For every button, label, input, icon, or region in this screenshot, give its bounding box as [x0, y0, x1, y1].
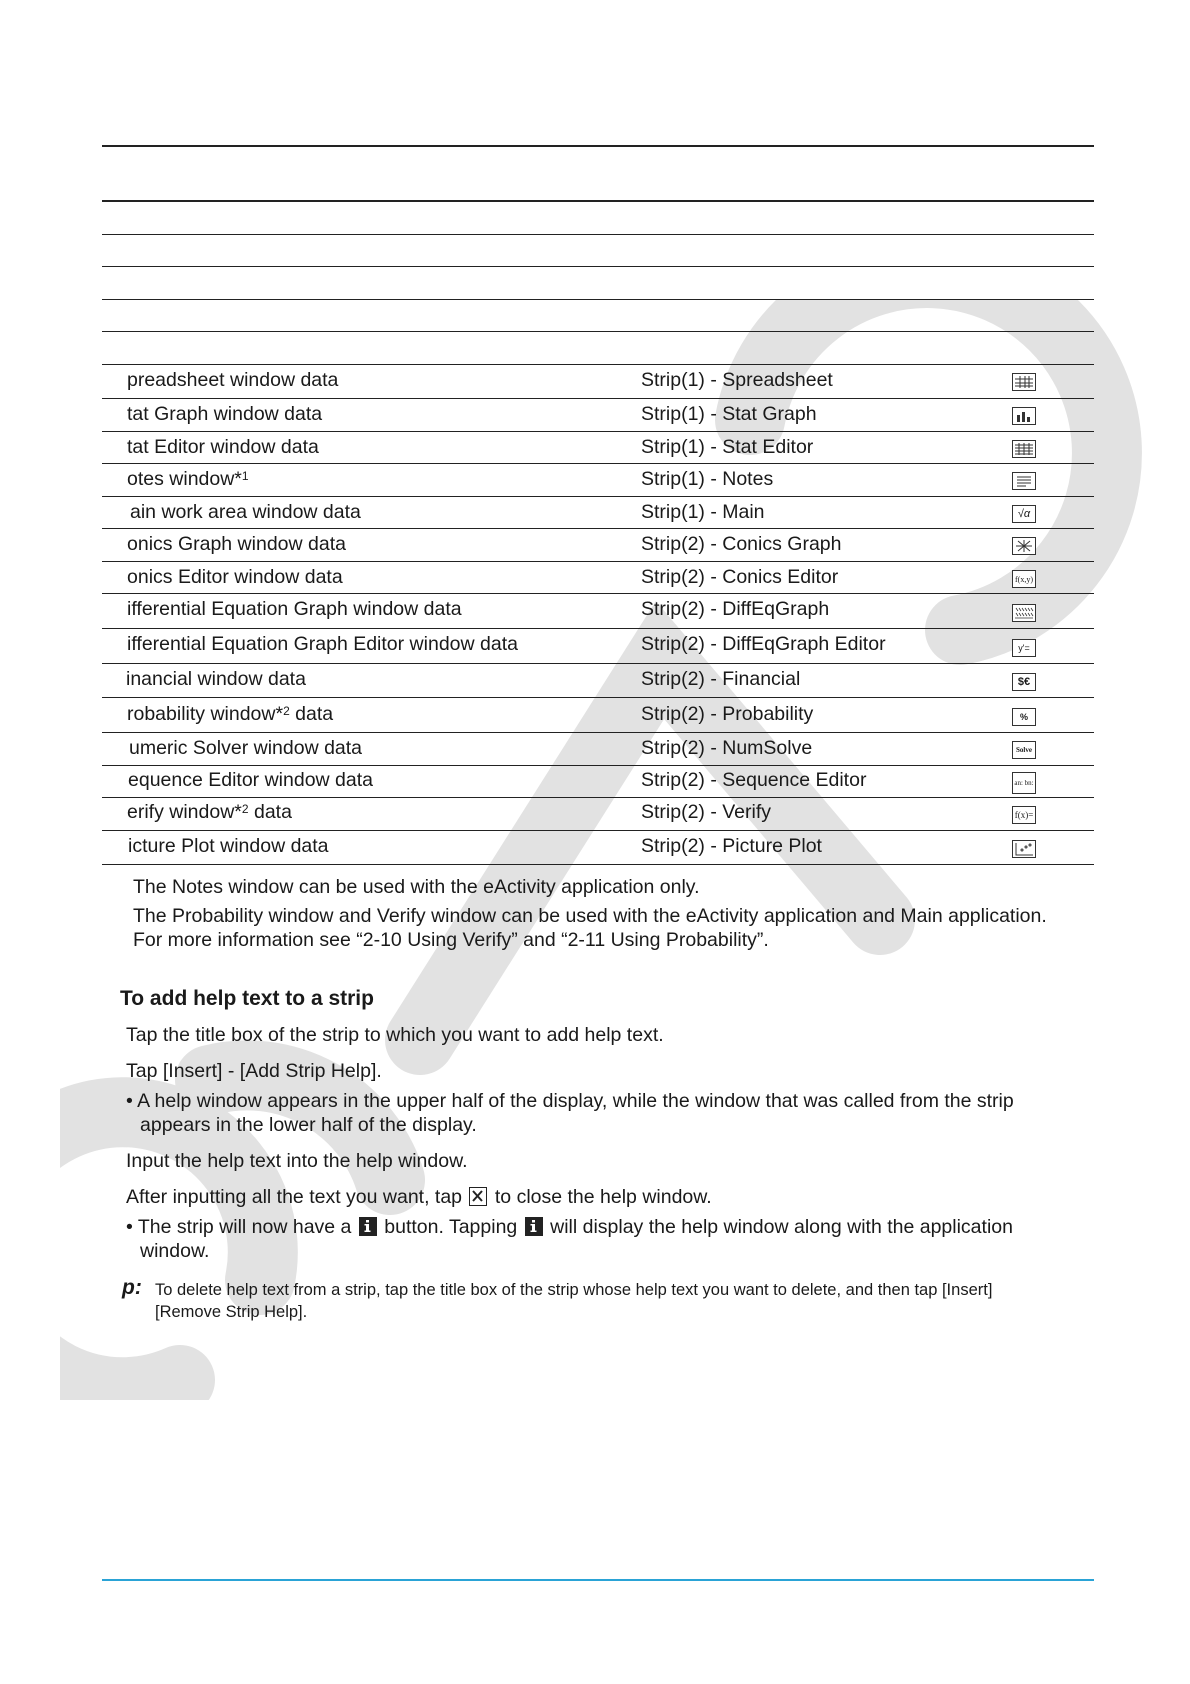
row-description: onics Graph window data	[127, 533, 346, 555]
table-rule	[102, 830, 1094, 831]
row-strip-name: Strip(2) - DiffEqGraph	[641, 598, 830, 620]
row-strip-name: Strip(1) - Stat Graph	[641, 403, 817, 425]
table-rule	[102, 364, 1094, 365]
table-rule	[102, 628, 1094, 629]
table-rule	[102, 593, 1094, 594]
tip-line2: [Remove Strip Help].	[155, 1303, 308, 1321]
row-description	[127, 801, 292, 823]
step-4	[126, 1185, 712, 1209]
table-rule	[102, 663, 1094, 664]
conics-editor-icon: f(x,y)	[1012, 570, 1036, 588]
row-strip-name: Strip(2) - Financial	[641, 668, 801, 690]
verify-icon: f(x)=	[1012, 806, 1036, 824]
bullet-2-line1	[126, 1215, 1013, 1239]
row-description: ifferential Equation Graph Editor window data	[127, 633, 518, 655]
table-rule	[102, 697, 1094, 698]
row-description-text: erify window*	[127, 801, 242, 823]
table-rule	[102, 431, 1094, 432]
row-description: ifferential Equation Graph window data	[127, 598, 462, 620]
table-rule	[102, 561, 1094, 562]
table-rule	[102, 765, 1094, 766]
probability-icon: %	[1012, 708, 1036, 726]
row-strip-name: Strip(1) - Main	[641, 501, 765, 523]
close-icon	[469, 1187, 487, 1206]
tip-line1: To delete help text from a strip, tap the title box of the strip whose help text you want to delete, and then tap [Insert]	[155, 1281, 993, 1299]
header-rule-top	[102, 145, 1094, 147]
step-4-text-a: After inputting all the text you want, tap	[126, 1186, 463, 1208]
stat-graph-icon	[1012, 407, 1036, 425]
notes-icon	[1012, 472, 1036, 490]
row-strip-name: Strip(1) - Notes	[641, 468, 774, 490]
row-strip-name: Strip(2) - Sequence Editor	[641, 769, 867, 791]
conics-graph-icon	[1012, 537, 1036, 555]
table-rule	[102, 528, 1094, 529]
row-description: tat Editor window data	[127, 436, 319, 458]
row-strip-name: Strip(2) - NumSolve	[641, 737, 813, 759]
stat-editor-icon	[1012, 440, 1036, 458]
step-4-text-b: to close the help window.	[494, 1186, 712, 1208]
footnote-2-line1: The Probability window and Verify window can be used with the eActivity application and Main application.	[133, 905, 1047, 927]
row-description: equence Editor window data	[128, 769, 373, 791]
row-strip-name: Strip(2) - Conics Editor	[641, 566, 839, 588]
tip-label: p:	[122, 1276, 142, 1299]
row-strip-name: Strip(2) - Picture Plot	[641, 835, 822, 857]
step-1: Tap the title box of the strip to which you want to add help text.	[126, 1024, 664, 1046]
row-description: umeric Solver window data	[129, 737, 363, 759]
footnote-marker: 2	[241, 802, 249, 816]
diffeqgraph-editor-icon: y'=	[1012, 639, 1036, 657]
row-description-text: robability window*	[127, 703, 284, 725]
table-rule	[102, 463, 1094, 464]
table-rule	[102, 331, 1094, 332]
footnote-marker: 2	[283, 704, 290, 718]
row-description: preadsheet window data	[127, 369, 339, 391]
diffeqgraph-icon	[1012, 604, 1036, 622]
footnote-2-line2: For more information see “2-10 Using Verify” and “2-11 Using Probability”.	[133, 929, 769, 951]
row-description	[127, 703, 333, 725]
row-description-suffix: data	[248, 801, 292, 823]
section-heading: To add help text to a strip	[120, 987, 374, 1010]
row-description: tat Graph window data	[127, 403, 323, 425]
bullet-2-text-c: will display the help window along with the application	[550, 1216, 1013, 1238]
table-rule	[102, 797, 1094, 798]
footnote-1: The Notes window can be used with the eActivity application only.	[133, 876, 700, 898]
row-strip-name: Strip(1) - Stat Editor	[641, 436, 814, 458]
info-icon	[525, 1217, 543, 1236]
footer-rule	[102, 1579, 1094, 1581]
sequence-editor-icon: an: bn:	[1012, 772, 1036, 794]
row-description: icture Plot window data	[128, 835, 329, 857]
step-2: Tap [Insert] - [Add Strip Help].	[126, 1060, 382, 1082]
row-strip-name: Strip(1) - Spreadsheet	[641, 369, 833, 391]
table-rule	[102, 864, 1094, 865]
table-rule	[102, 732, 1094, 733]
info-icon	[359, 1217, 377, 1236]
row-strip-name: Strip(2) - Verify	[641, 801, 772, 823]
row-description: inancial window data	[126, 668, 306, 690]
numsolve-icon: Solve	[1012, 741, 1036, 759]
row-description: ain work area window data	[130, 501, 361, 523]
spreadsheet-icon	[1012, 373, 1036, 391]
table-rule	[102, 266, 1094, 267]
financial-icon: $€	[1012, 673, 1036, 691]
row-description	[127, 468, 249, 490]
table-rule	[102, 496, 1094, 497]
main-icon: √α	[1012, 505, 1036, 523]
table-rule	[102, 398, 1094, 399]
row-description: onics Editor window data	[127, 566, 343, 588]
row-strip-name: Strip(2) - Conics Graph	[641, 533, 842, 555]
picture-plot-icon	[1012, 840, 1036, 858]
bullet-1-line2: appears in the lower half of the display.	[140, 1114, 477, 1136]
header-rule-bottom	[102, 200, 1094, 202]
step-3: Input the help text into the help window.	[126, 1150, 468, 1172]
table-rule	[102, 234, 1094, 235]
footnote-marker: 1	[241, 469, 249, 483]
bullet-1-line1: • A help window appears in the upper half of the display, while the window that was called from the strip	[126, 1090, 1014, 1112]
bullet-2-text-b: button. Tapping	[384, 1216, 518, 1238]
row-description-text: otes window*	[127, 468, 242, 490]
table-rule	[102, 299, 1094, 300]
bullet-2-text-a: • The strip will now have a	[126, 1216, 352, 1238]
bullet-2-line2: window.	[140, 1240, 210, 1262]
row-description-suffix: data	[289, 703, 334, 725]
row-strip-name: Strip(2) - Probability	[641, 703, 814, 725]
row-strip-name: Strip(2) - DiffEqGraph Editor	[641, 633, 886, 655]
